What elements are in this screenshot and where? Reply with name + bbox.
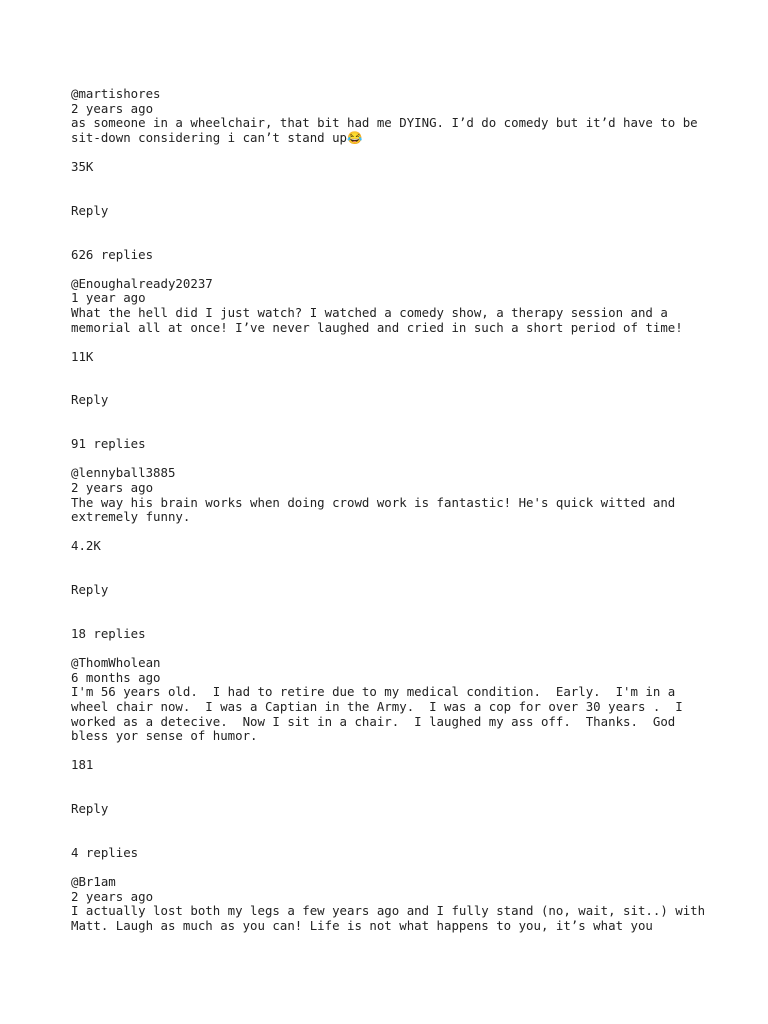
comment-author[interactable]: @lennyball3885 [71, 465, 176, 481]
comment-text: The way his brain works when doing crowd work is fantastic! He's quick witted and extremely funny. [71, 494, 683, 525]
like-count[interactable]: 4.2K [71, 538, 101, 554]
comment-text: What the hell did I just watch? I watched a comedy show, a therapy session and a memorial all at once! I’ve never laughed and cried in such a short period of time! [71, 304, 683, 335]
comment [71, 277, 711, 452]
comment [71, 87, 711, 262]
reply-button[interactable]: Reply [71, 582, 109, 598]
comment [71, 656, 711, 860]
comment-timestamp[interactable]: 1 year ago [71, 290, 146, 306]
comment [71, 466, 711, 641]
view-replies-button[interactable]: 18 replies [71, 625, 146, 641]
like-count[interactable]: 181 [71, 757, 94, 773]
comment-text: as someone in a wheelchair, that bit had me DYING. I’d do comedy but it’d have to be sit-down considering i can’t stand up😂 [71, 115, 706, 145]
comment [71, 875, 711, 933]
comment-timestamp[interactable]: 2 years ago [71, 480, 154, 496]
comment-author[interactable]: @ThomWholean [71, 655, 161, 671]
comment-timestamp[interactable]: 2 years ago [71, 100, 154, 116]
reply-button[interactable]: Reply [71, 202, 109, 218]
view-replies-button[interactable]: 4 replies [71, 844, 139, 860]
like-count[interactable]: 35K [71, 158, 94, 174]
comment-list [71, 87, 711, 933]
comment-timestamp[interactable]: 6 months ago [71, 669, 161, 685]
comment-text: I actually lost both my legs a few years ago and I fully stand (no, wait, sit..) with Matt. Laugh as much as you can! Life is not what happens to you, it’s what you [71, 903, 713, 933]
comment-text: I'm 56 years old. I had to retire due to my medical condition. Early. I'm in a wheel chair now. I was a Captian in the Army. I was a cop for over 30 years . I worked as a detecive. Now I sit in a chair. I laughed my ass off. Thanks. God bless yor sense of humor. [71, 684, 691, 744]
comment-author[interactable]: @Enoughalready20237 [71, 275, 213, 291]
view-replies-button[interactable]: 91 replies [71, 436, 146, 452]
reply-button[interactable]: Reply [71, 392, 109, 408]
comment-timestamp[interactable]: 2 years ago [71, 888, 154, 904]
comment-author[interactable]: @martishores [71, 86, 161, 101]
view-replies-button[interactable]: 626 replies [71, 246, 154, 262]
like-count[interactable]: 11K [71, 348, 94, 364]
reply-button[interactable]: Reply [71, 801, 109, 817]
comment-author[interactable]: @Br1am [71, 874, 116, 890]
